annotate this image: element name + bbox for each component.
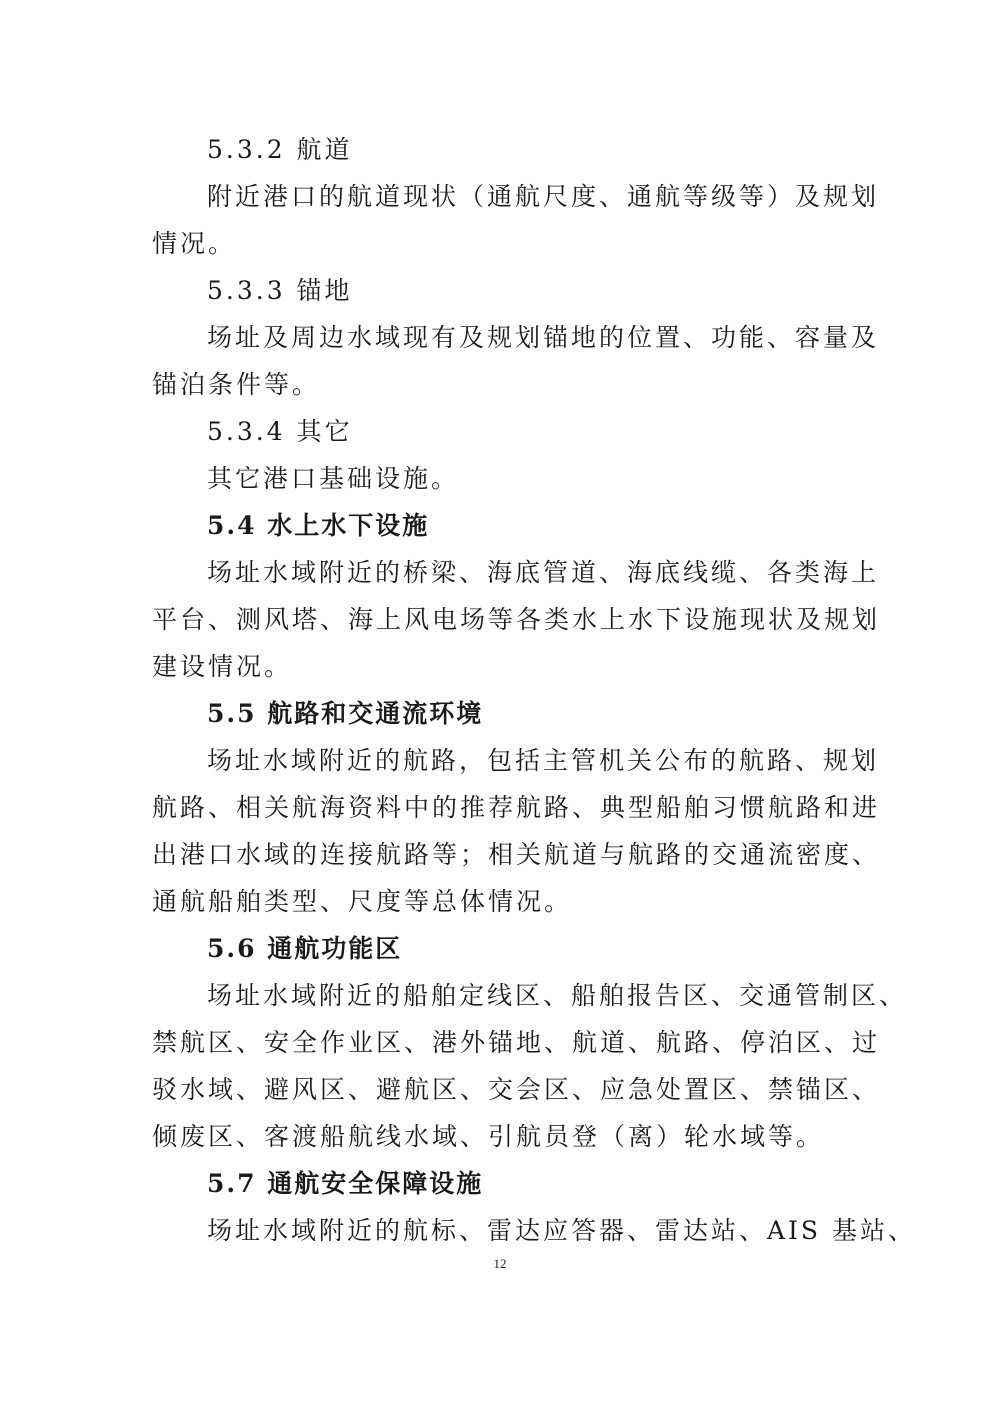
section-heading-5-4: 5.4 水上水下设施 <box>207 511 430 540</box>
paragraph-line: 场址水域附近的桥梁、海底管道、海底线缆、各类海上 <box>207 558 880 587</box>
paragraph-line: 情况。 <box>152 229 237 258</box>
paragraph-line: 驳水域、避风区、避航区、交会区、应急处置区、禁锚区、 <box>152 1075 881 1104</box>
paragraph-line: 场址水域附近的航路，包括主管机关公布的航路、规划 <box>207 746 880 775</box>
section-heading-5-3-4: 5.3.4 其它 <box>207 417 353 446</box>
section-heading-5-3-3: 5.3.3 锚地 <box>207 276 353 305</box>
paragraph-line: 出港口水域的连接航路等；相关航道与航路的交通流密度、 <box>152 840 881 869</box>
paragraph-line: 禁航区、安全作业区、港外锚地、航道、航路、停泊区、过 <box>152 1028 881 1057</box>
paragraph-line: 通航船舶类型、尺度等总体情况。 <box>152 887 573 916</box>
paragraph-line: 建设情况。 <box>152 652 293 681</box>
document-body <box>152 126 917 1254</box>
paragraph-line: 平台、测风塔、海上风电场等各类水上水下设施现状及规划 <box>152 605 881 634</box>
paragraph-line: 场址水域附近的船舶定线区、船舶报告区、交通管制区、 <box>207 981 908 1010</box>
paragraph-line: 锚泊条件等。 <box>152 370 321 399</box>
section-heading-5-5: 5.5 航路和交通流环境 <box>207 699 484 728</box>
paragraph-line: 倾废区、客渡船航线水域、引航员登（离）轮水域等。 <box>152 1122 825 1151</box>
paragraph-line: 航路、相关航海资料中的推荐航路、典型船舶习惯航路和进 <box>152 793 881 822</box>
section-heading-5-7: 5.7 通航安全保障设施 <box>207 1169 484 1198</box>
paragraph-line: 其它港口基础设施。 <box>207 464 460 493</box>
paragraph-line: 场址水域附近的航标、雷达应答器、雷达站、AIS 基站、 <box>207 1216 917 1245</box>
page-number: 12 <box>493 1256 507 1271</box>
paragraph-line: 场址及周边水域现有及规划锚地的位置、功能、容量及 <box>207 323 880 352</box>
paragraph-line: 附近港口的航道现状（通航尺度、通航等级等）及规划 <box>207 182 880 211</box>
section-heading-5-3-2: 5.3.2 航道 <box>207 135 353 164</box>
section-heading-5-6: 5.6 通航功能区 <box>207 934 403 963</box>
